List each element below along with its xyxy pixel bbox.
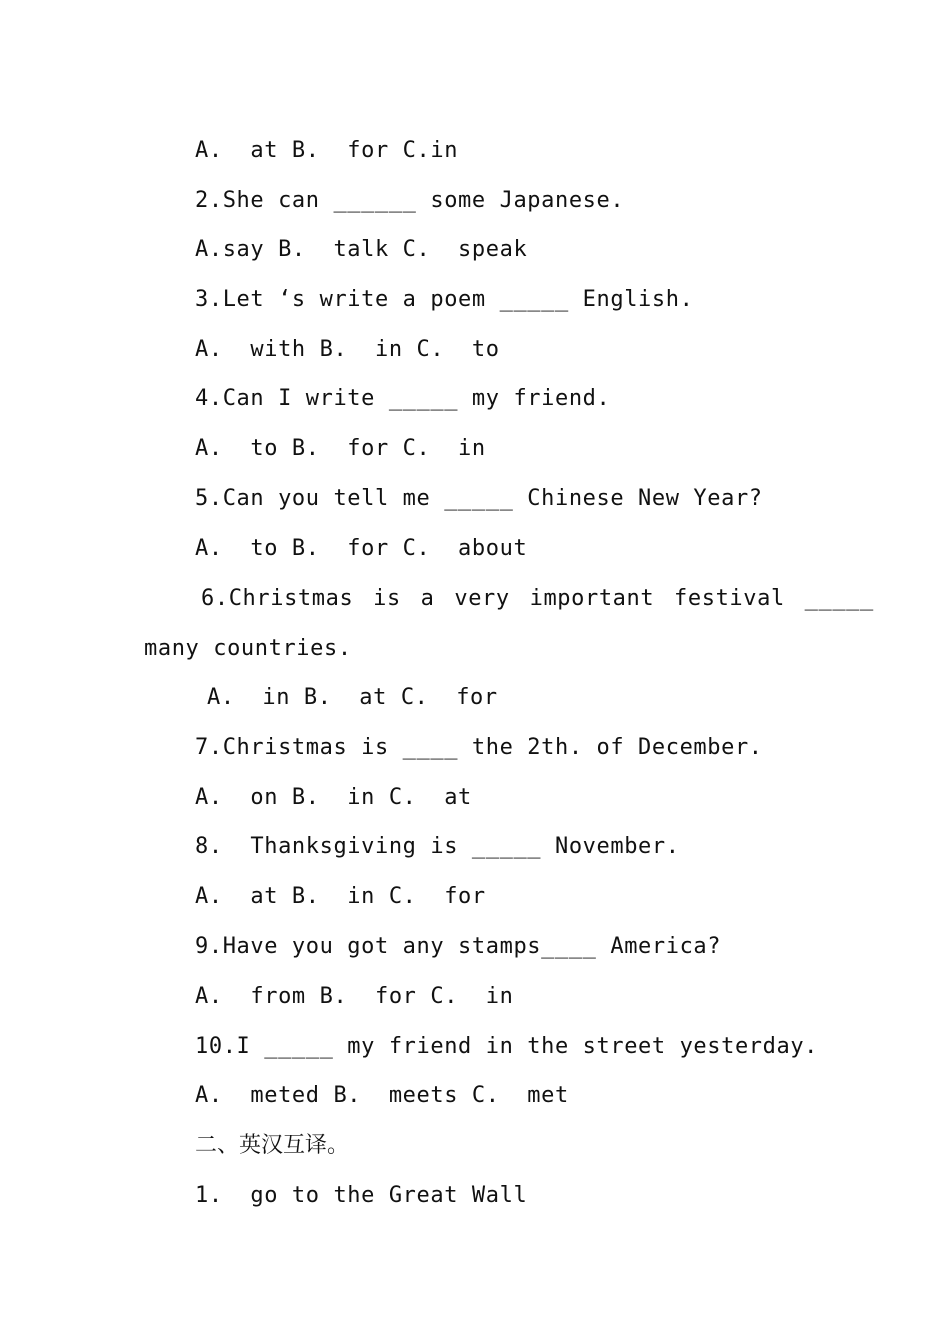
option-line-9: A. from B. for C. in xyxy=(195,984,514,1009)
question-6: 6.Christmas is a very important festival _____ xyxy=(201,586,874,611)
option-line-5: A. to B. for C. about xyxy=(195,536,528,561)
option-line-8: A. at B. in C. for xyxy=(195,884,486,909)
option-line-10: A. meted B. meets C. met xyxy=(195,1083,569,1108)
question-5: 5.Can you tell me _____ Chinese New Year? xyxy=(195,486,763,511)
option-line-4: A. to B. for C. in xyxy=(195,436,486,461)
option-line-3: A. with B. in C. to xyxy=(195,337,500,362)
option-line-1: A. at B. for C.in xyxy=(195,138,459,163)
option-line-7: A. on B. in C. at xyxy=(195,785,472,810)
question-9: 9.Have you got any stamps____ America? xyxy=(195,934,722,959)
option-line-2: A.say B. talk C. speak xyxy=(195,237,528,262)
question-10: 10.I _____ my friend in the street yesterday. xyxy=(195,1034,819,1059)
question-2: 2.She can ______ some Japanese. xyxy=(195,188,625,213)
question-4: 4.Can I write _____ my friend. xyxy=(195,386,611,411)
translation-item-1: 1. go to the Great Wall xyxy=(195,1183,528,1208)
question-8: 8. Thanksgiving is _____ November. xyxy=(195,834,680,859)
section-heading: 二、英汉互译。 xyxy=(195,1133,350,1158)
question-3: 3.Let ‘s write a poem _____ English. xyxy=(195,287,694,312)
question-7: 7.Christmas is ____ the 2th. of December. xyxy=(195,735,763,760)
question-6-continuation: many countries. xyxy=(144,636,352,661)
option-line-6: A. in B. at C. for xyxy=(207,685,498,710)
